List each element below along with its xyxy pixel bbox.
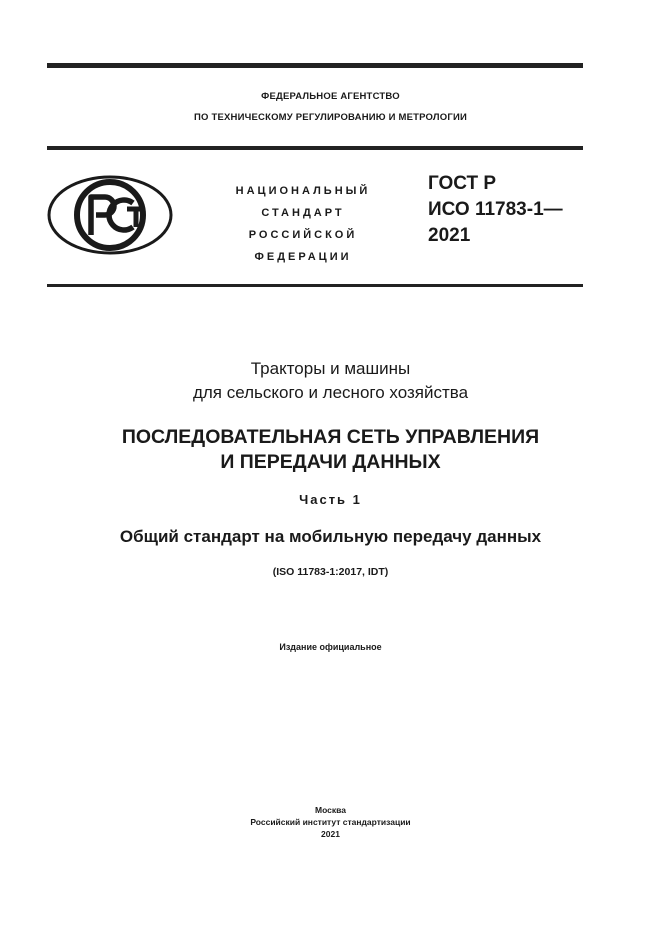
publisher-city: Москва [315, 805, 346, 815]
title-line-2: для сельского и лесного хозяйства [192, 383, 469, 402]
main-title-line-2: И ПЕРЕДАЧИ ДАННЫХ [220, 451, 441, 473]
gost-r-certification-mark-icon [47, 175, 173, 260]
iso-reference: (ISO 11783-1:2017, IDT) [272, 566, 389, 578]
publisher-block [0, 804, 661, 840]
title-line-1: Тракторы и машины [250, 359, 411, 378]
publisher-institute: Российский институт стандартизации [250, 817, 411, 827]
national-line-3: РОССИЙСКОЙ [248, 229, 358, 241]
top-rule [47, 63, 583, 68]
edition-label: Издание официальное [279, 642, 382, 652]
subtitle: Общий стандарт на мобильную передачу данных [119, 527, 542, 546]
upper-rule [47, 146, 583, 150]
gost-line-1: ГОСТ Р [428, 173, 497, 194]
national-line-1: НАЦИОНАЛЬНЫЙ [235, 185, 371, 197]
gost-line-2: ИСО 11783-1— [428, 199, 563, 220]
main-title-line-1: ПОСЛЕДОВАТЕЛЬНАЯ СЕТЬ УПРАВЛЕНИЯ [121, 426, 540, 448]
part-label: Часть 1 [299, 492, 362, 507]
gost-designation [428, 171, 563, 249]
publisher-year: 2021 [321, 829, 340, 839]
agency-line-2: ПО ТЕХНИЧЕСКОМУ РЕГУЛИРОВАНИЮ И МЕТРОЛОГИИ [194, 112, 467, 123]
national-standard-label [192, 180, 414, 268]
national-line-4: ФЕДЕРАЦИИ [254, 251, 352, 263]
gost-line-3: 2021 [428, 225, 471, 246]
agency-line-1: ФЕДЕРАЛЬНОЕ АГЕНТСТВО [261, 91, 400, 102]
national-line-2: СТАНДАРТ [261, 207, 345, 219]
lower-rule [47, 284, 583, 287]
